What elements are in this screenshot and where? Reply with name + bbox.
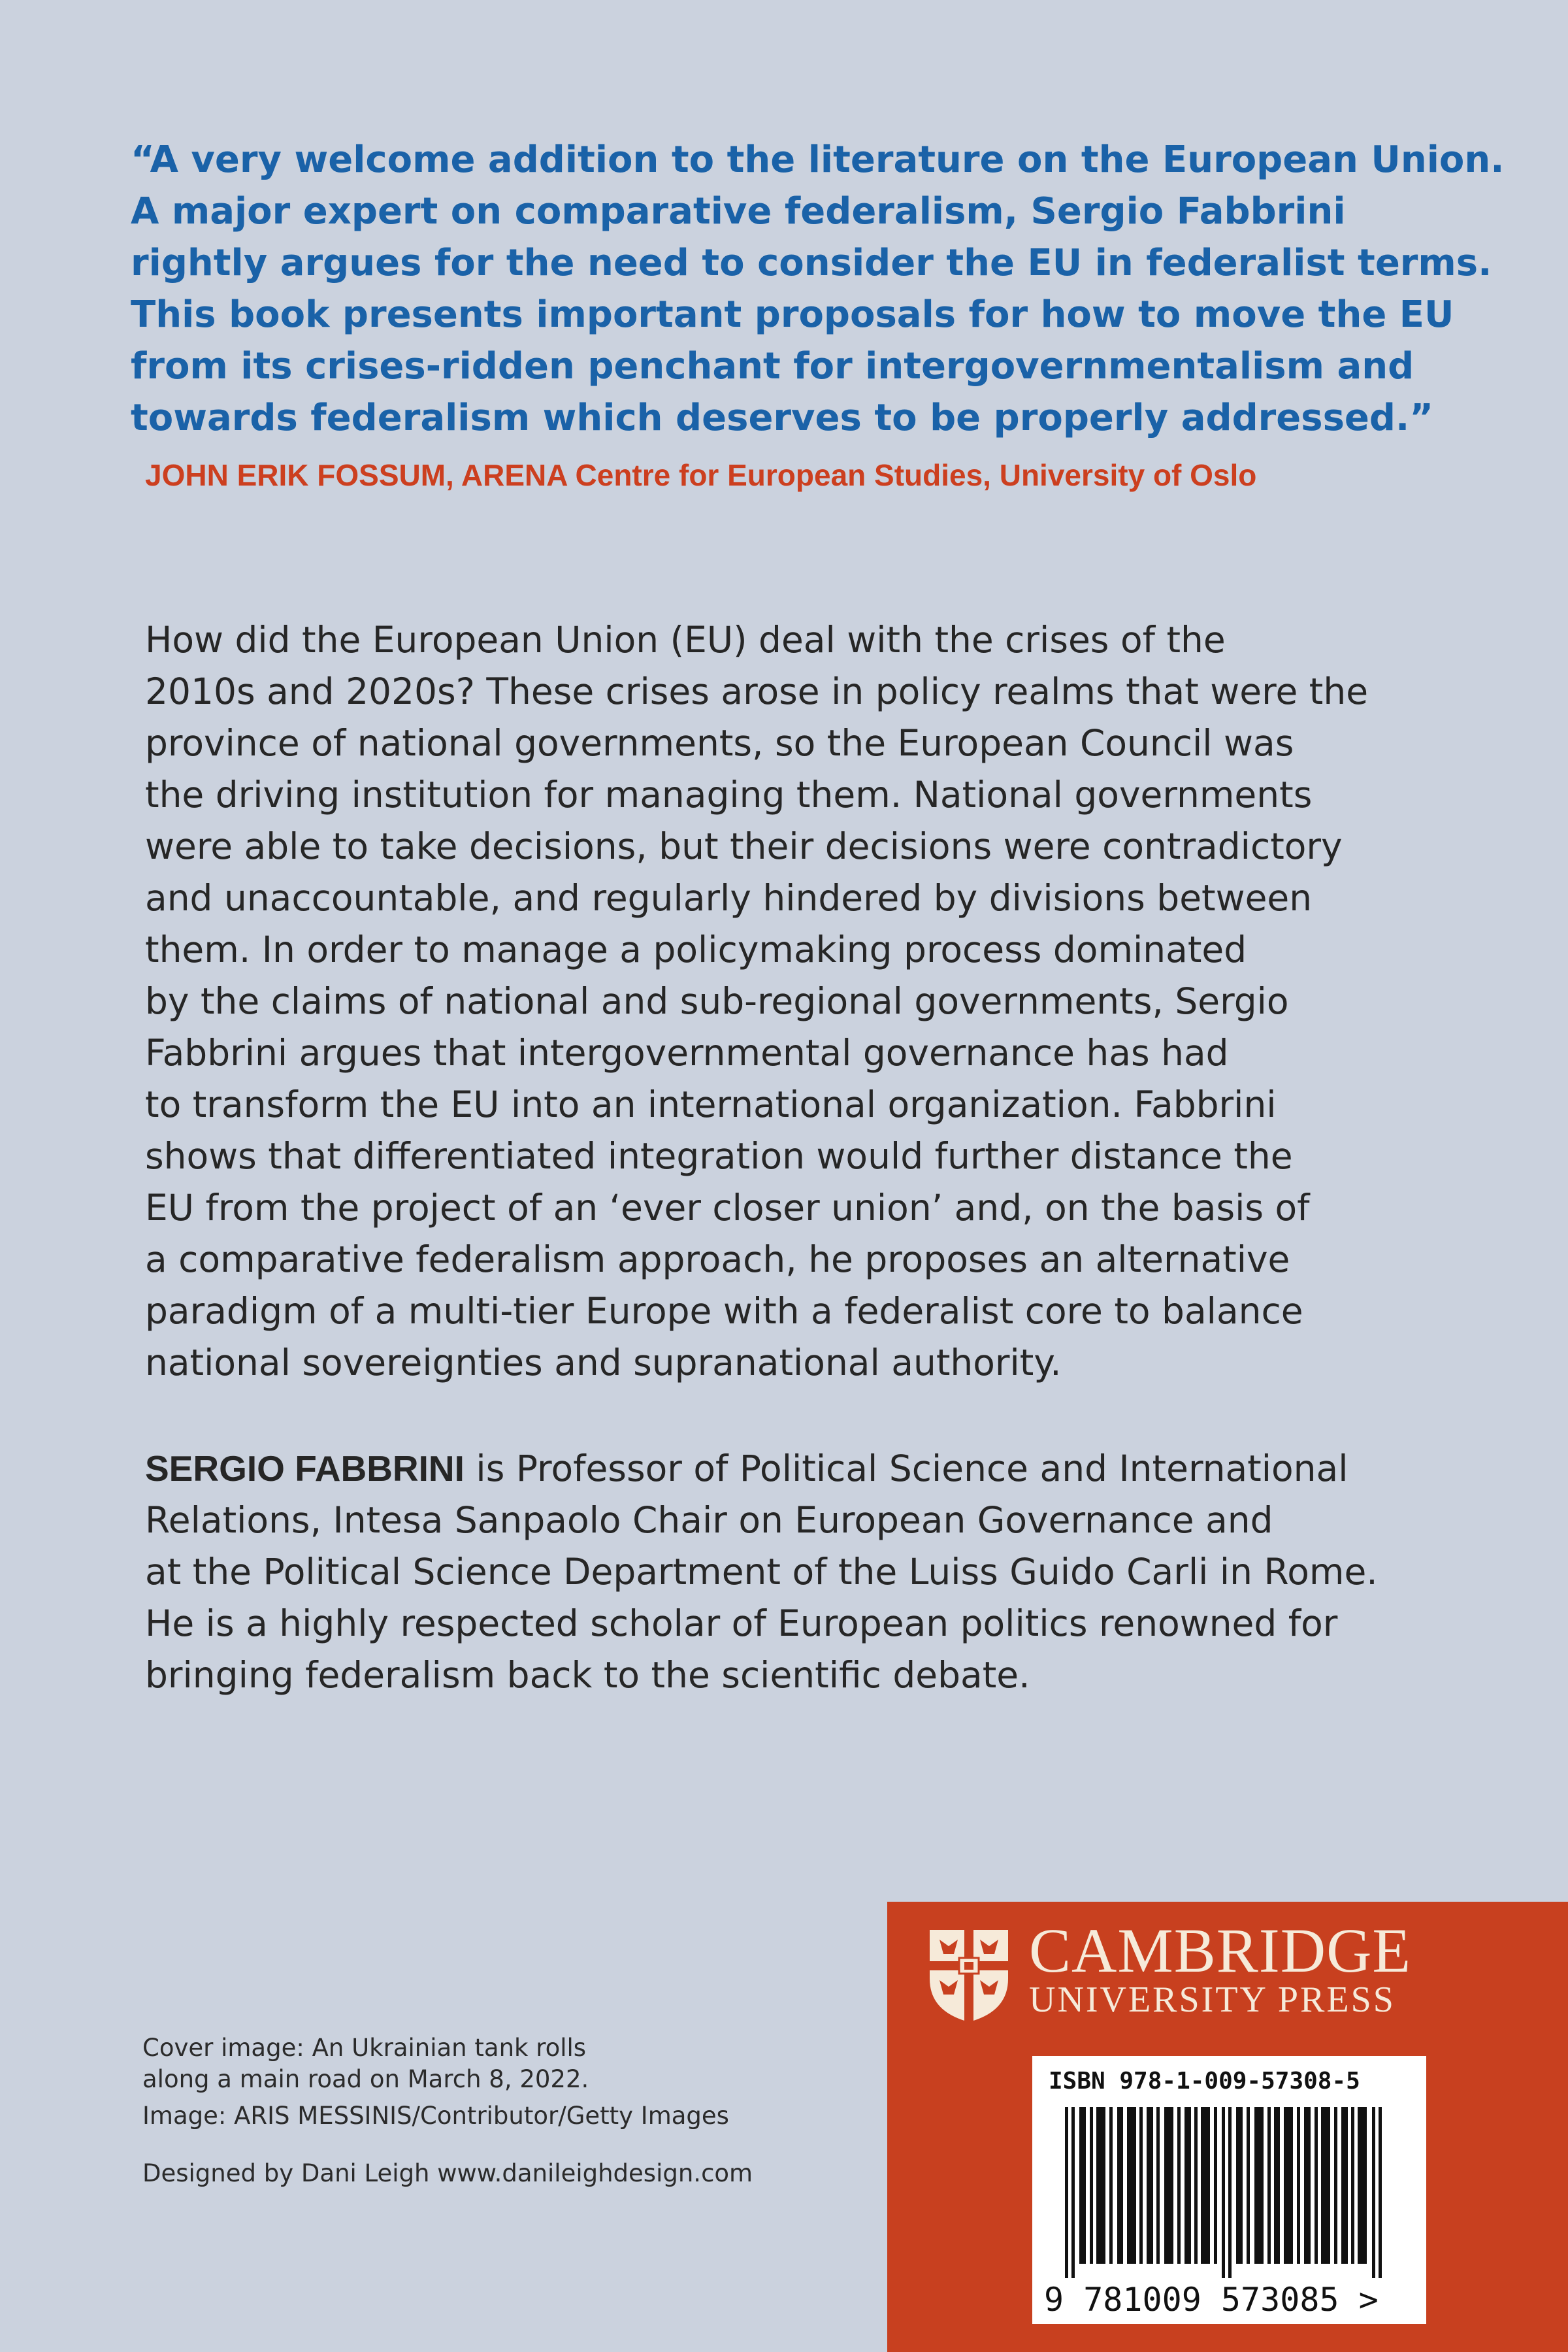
author-name: SERGIO FABBRINI — [145, 1448, 465, 1489]
description-line: to transform the EU into an international organization. Fabbrini — [145, 1084, 1277, 1125]
author-bio — [145, 1443, 1484, 1701]
barcode-bars-icon — [1065, 2107, 1392, 2278]
description-line: shows that differentiated integration would further distance the — [145, 1135, 1293, 1177]
isbn-label: ISBN 978-1-009-57308-5 — [1049, 2068, 1360, 2095]
quote-attribution: JOHN ERIK FOSSUM, ARENA Centre for European Studies, University of Oslo — [145, 458, 1257, 492]
description-line: a comparative federalism approach, he proposes an alternative — [145, 1238, 1290, 1280]
author-bio-line: Relations, Intesa Sanpaolo Chair on European Governance and — [145, 1499, 1273, 1541]
author-bio-first-line — [145, 1443, 1484, 1495]
designer-credit: Designed by Dani Leigh www.danileighdesign.com — [142, 2159, 753, 2187]
description-line: Fabbrini argues that intergovernmental governance has had — [145, 1032, 1229, 1074]
description-line: the driving institution for managing them. National governments — [145, 774, 1313, 816]
endorsement-quote — [131, 134, 1505, 444]
quote-line: from its crises-ridden penchant for intergovernmentalism and — [131, 345, 1414, 388]
description-line: 2010s and 2020s? These crises arose in policy realms that were the — [145, 671, 1369, 712]
publisher-name-line2: UNIVERSITY PRESS — [1029, 1979, 1396, 2020]
author-bio-line: bringing federalism back to the scientific debate. — [145, 1654, 1030, 1696]
description-line: were able to take decisions, but their decisions were contradictory — [145, 825, 1343, 867]
description-line: paradigm of a multi-tier Europe with a federalist core to balance — [145, 1290, 1303, 1332]
description-line: them. In order to manage a policymaking process dominated — [145, 929, 1247, 970]
author-bio-text: is Professor of Political Science and International — [464, 1448, 1348, 1489]
description-line: EU from the project of an ‘ever closer union’ and, on the basis of — [145, 1187, 1310, 1229]
description-line: and unaccountable, and regularly hindered by divisions between — [145, 877, 1313, 919]
author-bio-line: He is a highly respected scholar of European politics renowned for — [145, 1602, 1338, 1644]
quote-line: “A very welcome addition to the literature on the European Union. — [131, 139, 1505, 181]
author-bio-line: at the Political Science Department of the Luiss Guido Carli in Rome. — [145, 1551, 1378, 1593]
barcode — [1032, 2056, 1426, 2324]
quote-line: rightly argues for the need to consider the EU in federalist terms. — [131, 242, 1492, 284]
quote-line: towards federalism which deserves to be properly addressed.” — [131, 397, 1434, 439]
publisher-name — [1029, 1915, 1411, 2019]
quote-line: This book presents important proposals for how to move the EU — [131, 293, 1454, 336]
cover-credits — [142, 2032, 753, 2189]
description-line: How did the European Union (EU) deal with the crises of the — [145, 619, 1226, 661]
description-line: by the claims of national and sub-regional governments, Sergio — [145, 980, 1289, 1022]
barcode-digits: 9 781009 573085 > — [1044, 2281, 1379, 2319]
publisher-name-line1: CAMBRIDGE — [1029, 1915, 1412, 1985]
description-line: province of national governments, so the European Council was — [145, 722, 1294, 764]
publisher-panel — [887, 1902, 1568, 2352]
description-line: national sovereignties and supranational authority. — [145, 1342, 1062, 1383]
cover-image-caption: Cover image: An Ukrainian tank rolls — [142, 2034, 587, 2062]
cambridge-shield-icon — [926, 1927, 1011, 2025]
book-description — [145, 614, 1484, 1389]
cover-image-caption: along a main road on March 8, 2022. — [142, 2065, 589, 2093]
quote-line: A major expert on comparative federalism, Sergio Fabbrini — [131, 190, 1346, 233]
image-credit: Image: ARIS MESSINIS/Contributor/Getty Images — [142, 2102, 729, 2130]
